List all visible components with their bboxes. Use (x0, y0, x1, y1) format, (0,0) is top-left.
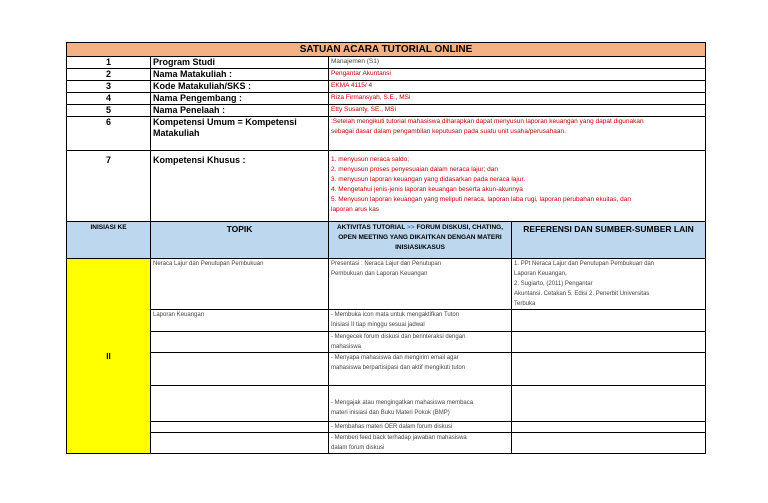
reference-cell (512, 332, 706, 353)
header-referensi: REFERENSI DAN SUMBER-SUMBER LAIN (512, 222, 706, 259)
row-number: 1 (67, 57, 151, 69)
competency-specific-list (329, 151, 706, 222)
activity-line: - Mengecek forum diskusi dan berinteraksi dengan (331, 334, 466, 340)
reference-cell (512, 353, 706, 386)
header-line: INISIASI/KASUS (395, 244, 445, 251)
activity-line: - Mengajak atau mengingatkan mahasiswa membaca (331, 400, 474, 406)
row-label: Program Studi (151, 57, 329, 69)
activity-line: mahasiswa berpartisipasi dan aktif mengikuti tuton (331, 365, 466, 371)
row-number: 5 (67, 105, 151, 117)
sat-document (66, 42, 705, 454)
competency-item: 2. menyusun proses penyesuaian dalam neraca lajur; dan (331, 166, 498, 173)
reference-line: 1. PPt Neraca Lajur dan Penutupan Pembukuan dan (514, 261, 655, 267)
header-line (331, 223, 509, 233)
competency-item: laporan arus kas (331, 206, 380, 213)
header-topik: TOPIK (151, 222, 329, 259)
info-row-course (67, 69, 706, 81)
reference-cell (512, 386, 706, 422)
reference-cell (512, 310, 706, 332)
info-row-developer (67, 93, 706, 105)
activity-line: Inisiasi II tiap minggu sesuai jadwal (331, 322, 425, 328)
schedule-row (67, 386, 706, 422)
info-row-program (67, 57, 706, 69)
row-label: Nama Matakuliah : (151, 69, 329, 81)
reference-line: 2. Sugiarto, (2011) Pengantar (514, 281, 593, 287)
row-number: 2 (67, 69, 151, 81)
row-label: Nama Penelaah : (151, 105, 329, 117)
activity-cell (329, 332, 512, 353)
row-label: Kode Matakuliah/SKS : (151, 81, 329, 93)
reference-cell (512, 422, 706, 433)
arrow-marker: >> (407, 224, 417, 231)
label-line: Matakuliah (153, 128, 200, 138)
reference-cell (512, 433, 706, 454)
row-number: 7 (67, 151, 151, 222)
label-line: Kompetensi Umum = Kompetensi (153, 117, 297, 127)
info-row-code (67, 81, 706, 93)
row-value: Etty Susanty, SE., MSi (329, 105, 706, 117)
header-inisiasi: INISIASI KE (67, 222, 151, 259)
sat-table (66, 42, 706, 454)
activity-line: mahasiswa (331, 344, 362, 350)
topic-cell (151, 433, 329, 454)
activity-line: Pembukuan dan Laporan Keuangan (331, 271, 428, 277)
schedule-row (67, 310, 706, 332)
topic-cell: Neraca Lajur dan Penutupan Pembukuan (151, 259, 329, 310)
title-row (67, 43, 706, 57)
activity-line: - Membuka icon mata untuk mengaktifkan Tuton (331, 312, 460, 318)
row-value: Pengantar Akuntansi (329, 69, 706, 81)
schedule-row (67, 422, 706, 433)
header-prefix: AKTIVITAS TUTORIAL (336, 224, 408, 231)
competency-general-text (329, 117, 706, 151)
activity-line: Presentasi : Neraca Lajur dan Penutupan (331, 261, 442, 267)
topic-cell (151, 386, 329, 422)
schedule-row (67, 353, 706, 386)
activity-line: - Memberi feed back terhadap jawaban mahasiswa (331, 435, 467, 441)
activity-cell (329, 433, 512, 454)
activity-cell (329, 259, 512, 310)
header-aktivitas (329, 222, 512, 259)
header-rest: FORUM DISKUSI, CHATING, (416, 224, 503, 231)
reference-cell (512, 259, 706, 310)
row-number: 6 (67, 117, 151, 151)
topic-cell: Laporan Keuangan (151, 310, 329, 332)
activity-line: - Membahas materi OER dalam forum diskusi (331, 424, 453, 430)
competency-item: 5. Menyusun laporan keuangan yang meliputi neraca, laporan laba rugi, laporan perubahan ekuitas, dan (331, 196, 631, 203)
competency-general-row (67, 117, 706, 151)
schedule-row (67, 332, 706, 353)
topic-cell (151, 353, 329, 386)
activity-line: dalam forum diskusi (331, 445, 385, 451)
row-label: Kompetensi Khusus : (151, 151, 329, 222)
schedule-header-row (67, 222, 706, 259)
reference-line: Akuntansi. Cetakan 5. Edisi 2. Penerbit Universitas (514, 291, 650, 297)
text-line: :Setelah mengikuti tutorial mahasiswa diharapkan dapat menyusun laporan keuangan yang dapat digunakan (331, 118, 644, 125)
activity-line: - Menyapa mahasiswa dan mengirim email agar (331, 355, 459, 361)
competency-item: 1. menyusun neraca saldo; (331, 156, 410, 163)
header-line: OPEN MEETING YANG DIKAITKAN DENGAN MATERI (338, 234, 502, 241)
topic-cell (151, 332, 329, 353)
row-value: Manajemen (S1) (329, 57, 706, 69)
document-title: SATUAN ACARA TUTORIAL ONLINE (67, 43, 706, 57)
schedule-row (67, 433, 706, 454)
inisiasi-number: II (67, 259, 151, 454)
competency-specific-row (67, 151, 706, 222)
reference-line: Terbuka (514, 301, 536, 307)
activity-cell (329, 386, 512, 422)
info-row-reviewer (67, 105, 706, 117)
row-label (151, 117, 329, 151)
row-number: 4 (67, 93, 151, 105)
competency-item: 3. menyusun laporan keuangan yang didasarkan pada neraca lajur. (331, 176, 526, 183)
row-value: Riza Firmansyah, S.E., MSi (329, 93, 706, 105)
row-number: 3 (67, 81, 151, 93)
topic-cell (151, 422, 329, 433)
activity-cell (329, 310, 512, 332)
activity-cell (329, 353, 512, 386)
reference-line: Laporan Keuangan, (514, 271, 567, 277)
schedule-row (67, 259, 706, 310)
activity-line: materi inisiasi dan Buku Materi Pokok (BMP) (331, 410, 450, 416)
activity-cell (329, 422, 512, 433)
row-value: EKMA 4115/ 4 (329, 81, 706, 93)
text-line: sebagai dasar dalam pengambilan keputusan pada suatu unit usaha/perusahaan. (331, 128, 566, 135)
competency-item: 4. Mengetahui jenis-jenis laporan keuangan beserta akun-akunnya (331, 186, 523, 193)
row-label: Nama Pengembang : (151, 93, 329, 105)
